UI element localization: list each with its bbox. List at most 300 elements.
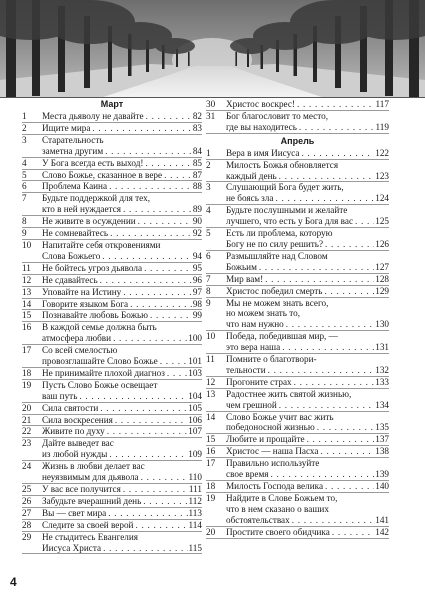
entry-title-text: Любите и прощайте bbox=[226, 434, 305, 445]
entry-title-line bbox=[226, 365, 389, 376]
dot-leader bbox=[290, 515, 374, 526]
entry-title-line bbox=[42, 299, 202, 310]
entry-day-number: 15 bbox=[22, 310, 32, 321]
entry-title-text: Милость Господа велика bbox=[226, 481, 324, 491]
entry-title bbox=[226, 228, 389, 250]
entry-page-number: 84 bbox=[192, 145, 202, 156]
entry-day-number: 6 bbox=[22, 181, 27, 192]
entry-page-number: 94 bbox=[192, 250, 202, 261]
entry-title-text: Божьим bbox=[226, 261, 257, 272]
entry-title-line bbox=[226, 182, 389, 193]
entry-title-line bbox=[226, 342, 389, 353]
entry-day-number: 16 bbox=[22, 322, 32, 333]
entry-title-line bbox=[226, 469, 389, 480]
entry-title-text: Вы — свет мира bbox=[42, 507, 107, 518]
toc-entry bbox=[22, 193, 202, 216]
entry-day-number: 6 bbox=[206, 250, 211, 261]
entry-title-line bbox=[226, 422, 389, 433]
entry-day-number: 30 bbox=[206, 99, 216, 109]
toc-entry bbox=[206, 99, 389, 111]
entry-day-number: 23 bbox=[22, 438, 32, 449]
entry-page-number: 105 bbox=[188, 402, 202, 413]
entry-day-number: 3 bbox=[22, 134, 27, 145]
entry-title-line bbox=[42, 403, 202, 414]
entry-page-number: 142 bbox=[375, 526, 389, 537]
entry-page-number: 89 bbox=[192, 204, 202, 215]
dot-leader bbox=[136, 216, 192, 227]
entry-title bbox=[42, 380, 202, 402]
toc-entry bbox=[22, 380, 202, 403]
toc-entry bbox=[206, 493, 389, 527]
entry-page-number: 127 bbox=[375, 261, 389, 272]
entry-title bbox=[42, 415, 202, 426]
entry-title bbox=[42, 240, 202, 262]
dot-leader bbox=[295, 99, 375, 110]
march-toc-list bbox=[22, 111, 202, 554]
entry-title-text: Не живите в осуждении bbox=[42, 216, 136, 227]
dot-leader bbox=[133, 520, 187, 531]
entry-title-text: Найдите в Слове Божьем то, bbox=[226, 492, 338, 503]
entry-title-text: чем грешной bbox=[226, 399, 277, 410]
entry-title bbox=[42, 287, 202, 298]
entry-page-number: 96 bbox=[192, 274, 202, 285]
entry-title-text: но можем знать то, bbox=[226, 308, 301, 319]
entry-title-line bbox=[42, 449, 202, 460]
entry-title bbox=[42, 532, 202, 554]
entry-title bbox=[42, 520, 202, 531]
toc-entry bbox=[206, 458, 389, 481]
entry-day-number: 31 bbox=[206, 110, 216, 121]
dot-leader bbox=[143, 158, 191, 169]
entry-title-line bbox=[226, 458, 389, 469]
april-toc-list bbox=[206, 148, 389, 539]
entry-day-number: 22 bbox=[22, 426, 32, 437]
entry-title-text: Слово Божье, сказанное в вере bbox=[42, 169, 163, 180]
entry-title-text: из любой нужды bbox=[42, 449, 108, 460]
dot-leader bbox=[144, 111, 192, 122]
toc-entry bbox=[22, 111, 202, 123]
entry-title-line bbox=[42, 472, 202, 483]
entry-day-number: 15 bbox=[206, 434, 216, 445]
entry-title bbox=[226, 354, 389, 376]
entry-title-text: неуязвимым для дьявола bbox=[42, 472, 139, 483]
entry-title-line bbox=[42, 461, 202, 472]
entry-title-line bbox=[42, 263, 202, 274]
dot-leader bbox=[297, 122, 375, 133]
entry-title-line bbox=[226, 111, 389, 122]
entry-title-line bbox=[42, 216, 202, 227]
entry-title-text: Простите своего обидчика bbox=[226, 526, 330, 537]
entry-title bbox=[226, 481, 389, 492]
toc-entry bbox=[22, 438, 202, 461]
entry-page-number: 85 bbox=[192, 157, 202, 168]
header-photo-tree-alley bbox=[0, 0, 425, 98]
entry-title bbox=[42, 228, 202, 239]
entry-day-number: 20 bbox=[22, 402, 32, 413]
entry-title-text: Сила святости bbox=[42, 402, 99, 413]
entry-day-number: 5 bbox=[22, 169, 27, 180]
entry-page-number: 114 bbox=[188, 519, 202, 530]
entry-title-line bbox=[42, 275, 202, 286]
entry-title bbox=[226, 182, 389, 204]
entry-title bbox=[42, 111, 202, 122]
entry-title bbox=[226, 298, 389, 331]
dot-leader bbox=[121, 287, 192, 298]
entry-day-number: 4 bbox=[22, 157, 27, 168]
page-number: 4 bbox=[10, 575, 17, 589]
entry-title-text: ваш путь bbox=[42, 390, 78, 401]
entry-title-text: победоносной жизнью bbox=[226, 422, 315, 433]
entry-day-number: 1 bbox=[22, 111, 27, 121]
month-heading-march bbox=[22, 99, 202, 109]
entry-day-number: 2 bbox=[206, 159, 211, 170]
entry-page-number: 115 bbox=[188, 542, 202, 553]
toc-entry bbox=[206, 228, 389, 251]
entry-page-number: 132 bbox=[375, 364, 389, 375]
dot-leader bbox=[111, 333, 187, 344]
entry-title-line bbox=[226, 262, 389, 273]
entry-title-text: Не сомневайтесь bbox=[42, 228, 109, 239]
entry-title-text: Не стыдитесь Евангелия bbox=[42, 531, 139, 542]
entry-title-line bbox=[42, 333, 202, 344]
entry-day-number: 5 bbox=[206, 228, 211, 239]
dot-leader bbox=[100, 251, 192, 262]
entry-title-line bbox=[226, 504, 389, 515]
entry-title-line bbox=[226, 99, 389, 110]
entry-title-line bbox=[42, 391, 202, 402]
entry-title bbox=[42, 310, 202, 321]
toc-entry bbox=[206, 160, 389, 183]
toc-entry bbox=[22, 426, 202, 438]
entry-title-text: Размышляйте над Словом bbox=[226, 250, 328, 261]
entry-title-line bbox=[226, 434, 389, 445]
entry-page-number: 133 bbox=[375, 376, 389, 387]
entry-title-text: лучшего, что есть у Бога для вас bbox=[226, 216, 354, 227]
entry-title bbox=[42, 426, 202, 437]
entry-page-number: 137 bbox=[375, 434, 389, 445]
entry-day-number: 25 bbox=[22, 484, 32, 494]
entry-title bbox=[42, 461, 202, 483]
entry-day-number: 17 bbox=[206, 458, 216, 469]
entry-title-text: Вера в имя Иисуса bbox=[226, 147, 300, 158]
dot-leader bbox=[263, 274, 374, 285]
entry-page-number: 95 bbox=[192, 262, 202, 273]
entry-page-number: 82 bbox=[192, 111, 202, 121]
entry-title-line bbox=[226, 298, 389, 309]
toc-entry bbox=[22, 322, 202, 345]
month-title-april: Апрель bbox=[280, 135, 315, 146]
entry-page-number: 112 bbox=[188, 495, 202, 506]
entry-page-number: 98 bbox=[192, 298, 202, 309]
entry-page-number: 129 bbox=[375, 285, 389, 296]
entry-title-line bbox=[42, 426, 202, 437]
entry-title-line bbox=[42, 240, 202, 251]
entry-title-line bbox=[42, 193, 202, 204]
entry-page-number: 141 bbox=[375, 514, 389, 525]
entry-page-number: 109 bbox=[188, 449, 202, 460]
toc-entry bbox=[22, 123, 202, 135]
toc-entry bbox=[206, 434, 389, 446]
entry-title-text: Мир вам! bbox=[226, 273, 264, 284]
entry-title bbox=[42, 368, 202, 379]
entry-title bbox=[226, 527, 389, 538]
entry-day-number: 9 bbox=[22, 228, 27, 239]
entry-title-text: У Бога всегда есть выход! bbox=[42, 157, 144, 168]
dot-leader bbox=[323, 239, 374, 250]
entry-title bbox=[42, 403, 202, 414]
toc-entry bbox=[22, 216, 202, 228]
entry-page-number: 134 bbox=[375, 399, 389, 410]
entry-title-text: не боясь зла bbox=[226, 193, 274, 204]
entry-page-number: 88 bbox=[192, 181, 202, 192]
entry-page-number: 107 bbox=[188, 426, 202, 437]
entry-title-text: У вас все получится bbox=[42, 484, 121, 494]
entry-day-number: 19 bbox=[22, 379, 32, 390]
entry-title bbox=[42, 275, 202, 286]
entry-page-number: 97 bbox=[192, 286, 202, 297]
dot-leader bbox=[106, 508, 187, 519]
toc-entry bbox=[22, 275, 202, 287]
dot-leader bbox=[273, 193, 374, 204]
dot-leader bbox=[148, 310, 192, 321]
entry-title bbox=[42, 181, 202, 192]
entry-title bbox=[42, 508, 202, 519]
dot-leader bbox=[121, 484, 188, 495]
entry-title-text: что в нем сказано о ваших bbox=[226, 503, 329, 514]
month-heading-april bbox=[206, 136, 389, 146]
entry-title-text: Со всей смелостью bbox=[42, 345, 118, 356]
entry-title-text: Не бойтесь угроз дьявола bbox=[42, 262, 143, 273]
entry-title-text: Проблема Каина bbox=[42, 181, 108, 192]
entry-title-text: Правильно используйте bbox=[226, 458, 320, 469]
entry-title bbox=[226, 286, 389, 297]
entry-title-text: Мы не можем знать всего, bbox=[226, 297, 329, 308]
entry-day-number: 14 bbox=[206, 411, 216, 422]
entry-day-number: 2 bbox=[22, 122, 27, 133]
dot-leader bbox=[280, 342, 374, 353]
entry-title bbox=[42, 170, 202, 181]
entry-title-text: Будьте послушными и желайте bbox=[226, 205, 348, 216]
entry-day-number: 8 bbox=[22, 216, 27, 227]
entry-title-line bbox=[42, 520, 202, 531]
entry-title-text: Слушающий Бога будет жить, bbox=[226, 182, 344, 193]
entry-day-number: 11 bbox=[206, 354, 215, 365]
entry-day-number: 14 bbox=[22, 298, 32, 309]
entry-title-text: В каждой семье должна быть bbox=[42, 322, 157, 333]
entry-title-line bbox=[42, 415, 202, 426]
entry-title-line bbox=[226, 239, 389, 250]
entry-title-text: Забудьте вчерашний день bbox=[42, 495, 142, 506]
entry-page-number: 111 bbox=[188, 484, 202, 494]
dot-leader bbox=[305, 434, 375, 445]
entry-day-number: 17 bbox=[22, 345, 32, 356]
entry-title bbox=[226, 458, 389, 480]
entry-title-line bbox=[42, 310, 202, 321]
entry-page-number: 126 bbox=[375, 238, 389, 249]
entry-title-text: Бог благословит то место, bbox=[226, 110, 328, 121]
entry-title-text: Христос победил смерть bbox=[226, 285, 323, 296]
entry-title bbox=[42, 299, 202, 310]
entry-title bbox=[42, 322, 202, 344]
entry-day-number: 12 bbox=[206, 376, 216, 387]
entry-title-text: Иисуса Христа bbox=[42, 542, 102, 553]
entry-title-line bbox=[226, 308, 389, 319]
entry-day-number: 8 bbox=[206, 285, 211, 296]
dot-leader bbox=[318, 446, 374, 457]
dot-leader bbox=[315, 422, 375, 433]
entry-title-line bbox=[42, 543, 202, 554]
entry-title-text: Милость Божья обновляется bbox=[226, 159, 339, 170]
entry-title-line bbox=[226, 171, 389, 182]
entry-day-number: 10 bbox=[22, 239, 32, 250]
entry-title-line bbox=[42, 380, 202, 391]
entry-title-line bbox=[42, 356, 202, 367]
toc-entry bbox=[22, 508, 202, 520]
entry-title bbox=[42, 496, 202, 507]
toc-entry bbox=[22, 461, 202, 484]
entry-title-line bbox=[42, 484, 202, 495]
entry-title-line bbox=[226, 216, 389, 227]
entry-title-line bbox=[226, 205, 389, 216]
entry-title-text: кто в ней нуждается bbox=[42, 204, 121, 215]
dot-leader bbox=[98, 403, 187, 414]
entry-title-line bbox=[42, 532, 202, 543]
toc-entry bbox=[22, 496, 202, 508]
march-column bbox=[22, 99, 202, 554]
entry-title bbox=[226, 148, 389, 159]
toc-entry bbox=[22, 263, 202, 275]
entry-title-text: Живите по духу bbox=[42, 426, 105, 437]
entry-page-number: 139 bbox=[375, 469, 389, 480]
entry-title bbox=[226, 160, 389, 182]
entry-title-line bbox=[226, 389, 389, 400]
entry-day-number: 13 bbox=[206, 388, 216, 399]
entry-page-number: 130 bbox=[375, 319, 389, 330]
entry-page-number: 106 bbox=[188, 414, 202, 425]
entry-title bbox=[226, 99, 389, 110]
entry-title bbox=[226, 205, 389, 227]
toc-entry bbox=[206, 412, 389, 435]
toc-entry bbox=[22, 403, 202, 415]
entry-title bbox=[42, 135, 202, 157]
entry-title-text: обстоятельствах bbox=[226, 514, 290, 525]
entry-title-text: Прогоните страх bbox=[226, 376, 292, 387]
toc-entry bbox=[206, 298, 389, 332]
entry-title-line bbox=[226, 481, 389, 492]
entry-day-number: 7 bbox=[206, 273, 211, 284]
entry-title-text: Будьте поддержкой для тех, bbox=[42, 193, 151, 204]
entry-title-line bbox=[42, 345, 202, 356]
entry-title-text: Уповайте на Истину bbox=[42, 286, 122, 297]
dot-leader bbox=[257, 262, 374, 273]
entry-title-text: Не принимайте плохой диагноз bbox=[42, 367, 165, 378]
entry-title-line bbox=[42, 508, 202, 519]
toc-entry bbox=[22, 299, 202, 311]
entry-title-text: Христос — наша Пасха bbox=[226, 446, 319, 457]
dot-leader bbox=[107, 449, 187, 460]
entry-page-number: 101 bbox=[188, 356, 202, 367]
dot-leader bbox=[277, 400, 374, 411]
entry-title bbox=[42, 484, 202, 495]
entry-title-line bbox=[42, 438, 202, 449]
toc-entry bbox=[206, 182, 389, 205]
dot-leader bbox=[266, 365, 375, 376]
dot-leader bbox=[162, 170, 192, 181]
entry-title-line bbox=[226, 122, 389, 133]
entry-title bbox=[42, 216, 202, 227]
entry-title-line bbox=[42, 496, 202, 507]
entry-title-line bbox=[226, 148, 389, 159]
entry-title-line bbox=[226, 446, 389, 457]
entry-title-line bbox=[42, 181, 202, 192]
entry-title-line bbox=[226, 228, 389, 239]
entry-title bbox=[226, 251, 389, 273]
dot-leader bbox=[139, 472, 188, 483]
entry-page-number: 125 bbox=[375, 216, 389, 227]
entry-title-text: Есть ли проблема, которую bbox=[226, 228, 333, 239]
toc-entry bbox=[22, 368, 202, 380]
entry-day-number: 29 bbox=[22, 531, 32, 542]
entry-title-line bbox=[226, 354, 389, 365]
toc-entry bbox=[22, 287, 202, 299]
entry-day-number: 18 bbox=[22, 367, 32, 378]
entry-day-number: 13 bbox=[22, 286, 32, 297]
toc-entry bbox=[22, 135, 202, 158]
entry-title-text: тельности bbox=[226, 364, 266, 375]
toc-entry bbox=[206, 148, 389, 160]
entry-title-text: Напитайте себя откровениями bbox=[42, 239, 161, 250]
dot-leader bbox=[98, 275, 192, 286]
entry-title-line bbox=[226, 193, 389, 204]
entry-title-text: Места дьяволу не давайте bbox=[42, 111, 144, 121]
toc-entry bbox=[206, 274, 389, 286]
entry-day-number: 26 bbox=[22, 495, 32, 506]
entry-title bbox=[226, 493, 389, 526]
toc-entry bbox=[22, 415, 202, 427]
entry-title-text: Радостнее жить святой жизнью, bbox=[226, 388, 352, 399]
entry-title bbox=[42, 158, 202, 169]
entry-title-line bbox=[226, 160, 389, 171]
entry-page-number: 135 bbox=[375, 422, 389, 433]
entry-day-number: 27 bbox=[22, 507, 32, 518]
entry-day-number: 21 bbox=[22, 414, 32, 425]
entry-page-number: 90 bbox=[192, 216, 202, 227]
entry-title bbox=[42, 345, 202, 367]
entry-title-text: Следите за своей верой bbox=[42, 519, 134, 530]
toc-entry bbox=[206, 481, 389, 493]
entry-title-line bbox=[226, 251, 389, 262]
entry-title-text: Слово Божье учит вас жить bbox=[226, 411, 334, 422]
entry-day-number: 3 bbox=[206, 182, 211, 193]
entry-title-text: Не сдавайтесь bbox=[42, 274, 98, 285]
entry-page-number: 92 bbox=[192, 228, 202, 239]
entry-title-line bbox=[226, 331, 389, 342]
entry-page-number: 119 bbox=[375, 121, 389, 132]
entry-page-number: 117 bbox=[375, 99, 389, 109]
toc-entry bbox=[206, 527, 389, 539]
dot-leader bbox=[322, 286, 374, 297]
dot-leader bbox=[121, 204, 192, 215]
entry-title-text: что нам нужно bbox=[226, 319, 284, 330]
entry-page-number: 100 bbox=[188, 333, 202, 344]
dot-leader bbox=[353, 216, 374, 227]
entry-title-line bbox=[42, 287, 202, 298]
entry-day-number: 16 bbox=[206, 446, 216, 457]
entry-title bbox=[42, 193, 202, 215]
entry-title bbox=[42, 123, 202, 134]
entry-page-number: 83 bbox=[192, 122, 202, 133]
toc-entry bbox=[22, 484, 202, 496]
